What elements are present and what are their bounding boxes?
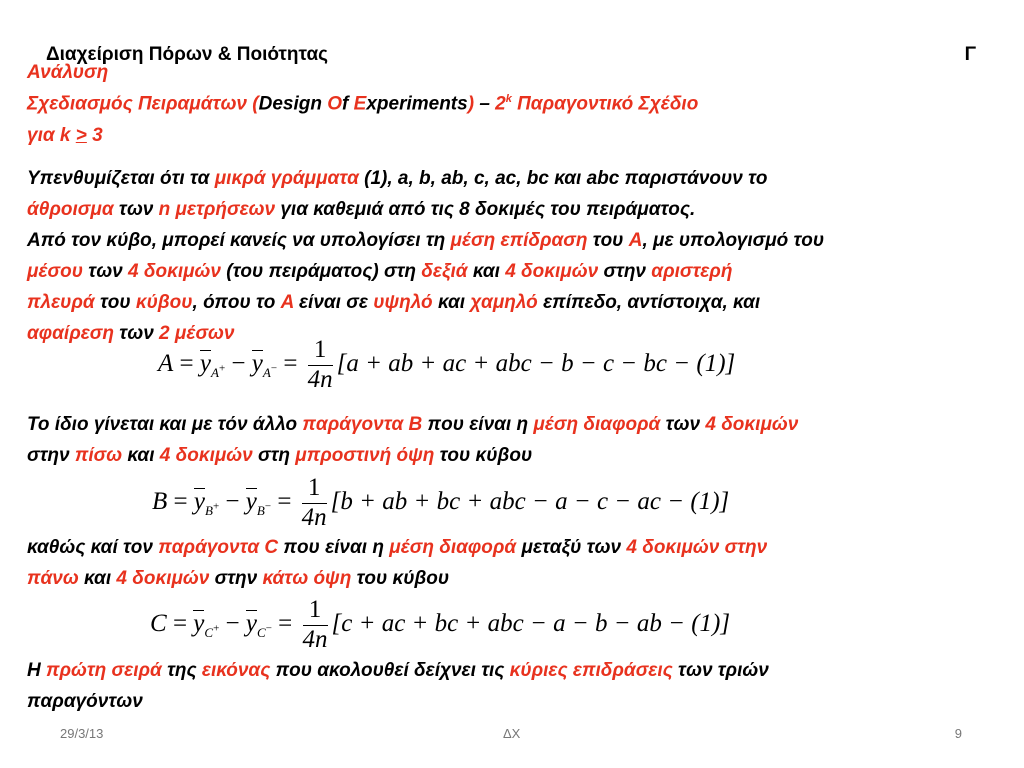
eq-operator: = [166, 609, 194, 637]
eq-superscript: − [270, 362, 278, 375]
text-run: Υπενθυμίζεται ότι τα [27, 168, 215, 189]
eq-subscript: B [205, 502, 213, 518]
footer-page-number: 9 [954, 726, 962, 741]
fraction-numerator: 1 [302, 474, 327, 504]
para2-line1 [27, 230, 824, 252]
text-run: των [660, 414, 706, 435]
text-run: Από τον κύβο, μπορεί κανείς να υπολογίσει τη [27, 230, 451, 251]
eq-operator: = [167, 487, 194, 515]
text-run: υψηλό [373, 292, 433, 313]
text-run: μέση επίδραση [450, 230, 588, 251]
subtitle-part: D [258, 93, 273, 115]
para4-line1 [27, 537, 767, 559]
subtitle-part: Παραγοντικό Σχέδιο [511, 93, 699, 115]
text-run: μικρά γράμματα [214, 168, 359, 189]
text-run: των [114, 323, 160, 344]
text-run: στην [209, 568, 263, 589]
condition-line [27, 125, 103, 147]
eq-subscript: A [211, 364, 219, 380]
text-run: εικόνας [201, 660, 271, 681]
fraction [303, 596, 328, 655]
fraction-numerator: 1 [303, 596, 328, 626]
text-run: του [587, 230, 629, 251]
text-run: και [467, 261, 506, 282]
text-run: άθροισμα [27, 199, 114, 220]
eq-superscript: + [218, 362, 226, 375]
text-run: 4 δοκιμών στην [626, 537, 768, 558]
para2-line3 [27, 292, 760, 314]
greater-equal-sign: > [75, 125, 87, 146]
eq-operator: − [219, 609, 246, 637]
text-run: μέση διαφορά [533, 414, 661, 435]
text-run: κάτω όψη [262, 568, 352, 589]
text-run: μέσου [27, 261, 83, 282]
eq-operator: = [277, 349, 304, 377]
subtitle-part: esign [272, 93, 328, 115]
text-run: Το ίδιο γίνεται και με τόν άλλο [27, 414, 303, 435]
text-run: n [158, 199, 171, 220]
text-run: παράγοντα B [302, 414, 423, 435]
eq-subscript: A [262, 364, 271, 380]
equation-c [150, 596, 730, 655]
para4-line2 [27, 568, 449, 590]
subtitle-part: 2 [495, 93, 506, 115]
subtitle-part: – [479, 93, 496, 115]
text-run: , όπου το [192, 292, 281, 313]
text-run: πάνω [27, 568, 79, 589]
text-run: μπροστινή όψη [295, 445, 435, 466]
text-run: στην [27, 445, 75, 466]
eq-symbol: A [158, 349, 174, 377]
text-run: παράγοντα C [158, 537, 279, 558]
text-run: , με υπολογισμό του [642, 230, 825, 251]
text-run: καθώς καί τον [27, 537, 159, 558]
para3-line2 [27, 445, 532, 467]
text-run: A [280, 292, 294, 313]
text-run: πίσω [74, 445, 123, 466]
para5-line1 [27, 660, 769, 682]
text-run: αφαίρεση [27, 323, 115, 344]
eq-subscript: C [257, 624, 266, 640]
text-run: δεξιά [421, 261, 468, 282]
condition-part: 3 [86, 125, 103, 146]
eq-superscript: + [212, 500, 220, 513]
eq-symbol: C [150, 609, 167, 637]
para1-line1 [27, 168, 767, 190]
subtitle-part: Σχεδιασμός Πειραμάτων ( [27, 93, 259, 115]
text-run: χαμηλό [470, 292, 538, 313]
eq-superscript: − [264, 500, 272, 513]
subtitle-part: xperiments [366, 93, 468, 115]
text-run: A [628, 230, 643, 251]
subtitle-part: E [353, 93, 367, 115]
text-run: (του πειράματος) στη [220, 261, 422, 282]
y-bar: y [245, 487, 257, 515]
fraction-denominator: 4n [301, 503, 327, 531]
text-run: του [94, 292, 136, 313]
eq-symbol: B [152, 487, 168, 515]
text-run: μετρήσεων [175, 199, 276, 220]
eq-superscript: + [213, 622, 220, 635]
text-run: επίπεδο, αντίστοιχα, και [537, 292, 761, 313]
y-bar: y [245, 609, 258, 637]
subtitle-part: f [342, 93, 354, 115]
condition-part: για k [27, 125, 76, 146]
text-run: 4 δοκιμών [116, 568, 210, 589]
text-run: παραγόντων [27, 691, 143, 712]
eq-operator: = [173, 349, 200, 377]
eq-operator: = [271, 487, 298, 515]
fraction-numerator: 1 [308, 336, 333, 366]
text-run: και [432, 292, 471, 313]
text-run: 4 δοκιμών [159, 445, 253, 466]
text-run: που είναι η [422, 414, 534, 435]
text-run: πρώτη σειρά [46, 660, 162, 681]
text-run: 4 δοκιμών [128, 261, 221, 282]
eq-superscript: − [265, 622, 272, 635]
text-run: 4 δοκιμών [505, 261, 599, 282]
eq-subscript: C [204, 624, 214, 640]
text-run: του κύβου [434, 445, 533, 466]
eq-subscript: B [256, 502, 265, 518]
subtitle [27, 93, 698, 115]
footer-date: 29/3/13 [60, 726, 104, 741]
para5-line2 [27, 691, 143, 713]
y-bar: y [193, 487, 205, 515]
subtitle-sup: k [505, 93, 512, 105]
subtitle-part: O [327, 93, 343, 115]
subtitle-part: ) [467, 93, 480, 115]
para2-line2 [27, 261, 732, 283]
text-run: των [83, 261, 129, 282]
y-bar: y [199, 349, 211, 377]
text-run: της [161, 660, 202, 681]
text-run: των τριών [672, 660, 769, 681]
fraction-denominator: 4n [307, 365, 333, 393]
text-run: που ακολουθεί δείχνει τις [270, 660, 510, 681]
text-run: 2 μέσων [159, 323, 235, 344]
text-run: αριστερή [651, 261, 733, 282]
y-bar: y [193, 609, 205, 637]
para3-line1 [27, 414, 798, 436]
footer-author: ΔΧ [503, 726, 521, 741]
text-run: του κύβου [351, 568, 450, 589]
text-run: των [113, 199, 159, 220]
text-run: μέση διαφορά [389, 537, 517, 558]
text-run: κύριες επιδράσεις [509, 660, 673, 681]
eq-operator: − [219, 487, 246, 515]
text-run: και [122, 445, 160, 466]
fraction-denominator: 4n [302, 625, 328, 653]
text-run: στη [252, 445, 296, 466]
fraction [308, 336, 333, 395]
text-run: και [78, 568, 117, 589]
text-run: στην [598, 261, 652, 282]
equation-b [152, 474, 729, 533]
eq-operator: − [225, 349, 252, 377]
text-run: κύβου [135, 292, 193, 313]
text-run: μεταξύ των [516, 537, 627, 558]
text-run: 4 δοκιμών [705, 414, 799, 435]
equation-a [158, 336, 735, 395]
text-run: είναι σε [293, 292, 374, 313]
text-run: πλευρά [27, 292, 95, 313]
text-run: (1), a, b, ab, c, ac, bc και abc παριστάνουν το [358, 168, 768, 189]
text-run: για καθεμιά από τις 8 δοκιμές του πειράματος. [275, 199, 696, 220]
eq-bracket-expression: [b + ab + bc + abc − a − c − ac − (1)] [330, 487, 730, 515]
section-letter: Γ [964, 44, 976, 65]
slide-title: Διαχείριση Πόρων & Ποιότητας [46, 44, 329, 65]
eq-bracket-expression: [a + ab + ac + abc − b − c − bc − (1)] [336, 349, 736, 377]
eq-operator: = [271, 609, 299, 637]
para1-line2 [27, 199, 695, 221]
section-heading: Ανάλυση [27, 62, 109, 83]
fraction [302, 474, 327, 533]
y-bar: y [251, 349, 263, 377]
text-run: Η [27, 660, 46, 681]
text-run: που είναι η [278, 537, 390, 558]
eq-bracket-expression: [c + ac + bc + abc − a − b − ab − (1)] [331, 609, 731, 637]
